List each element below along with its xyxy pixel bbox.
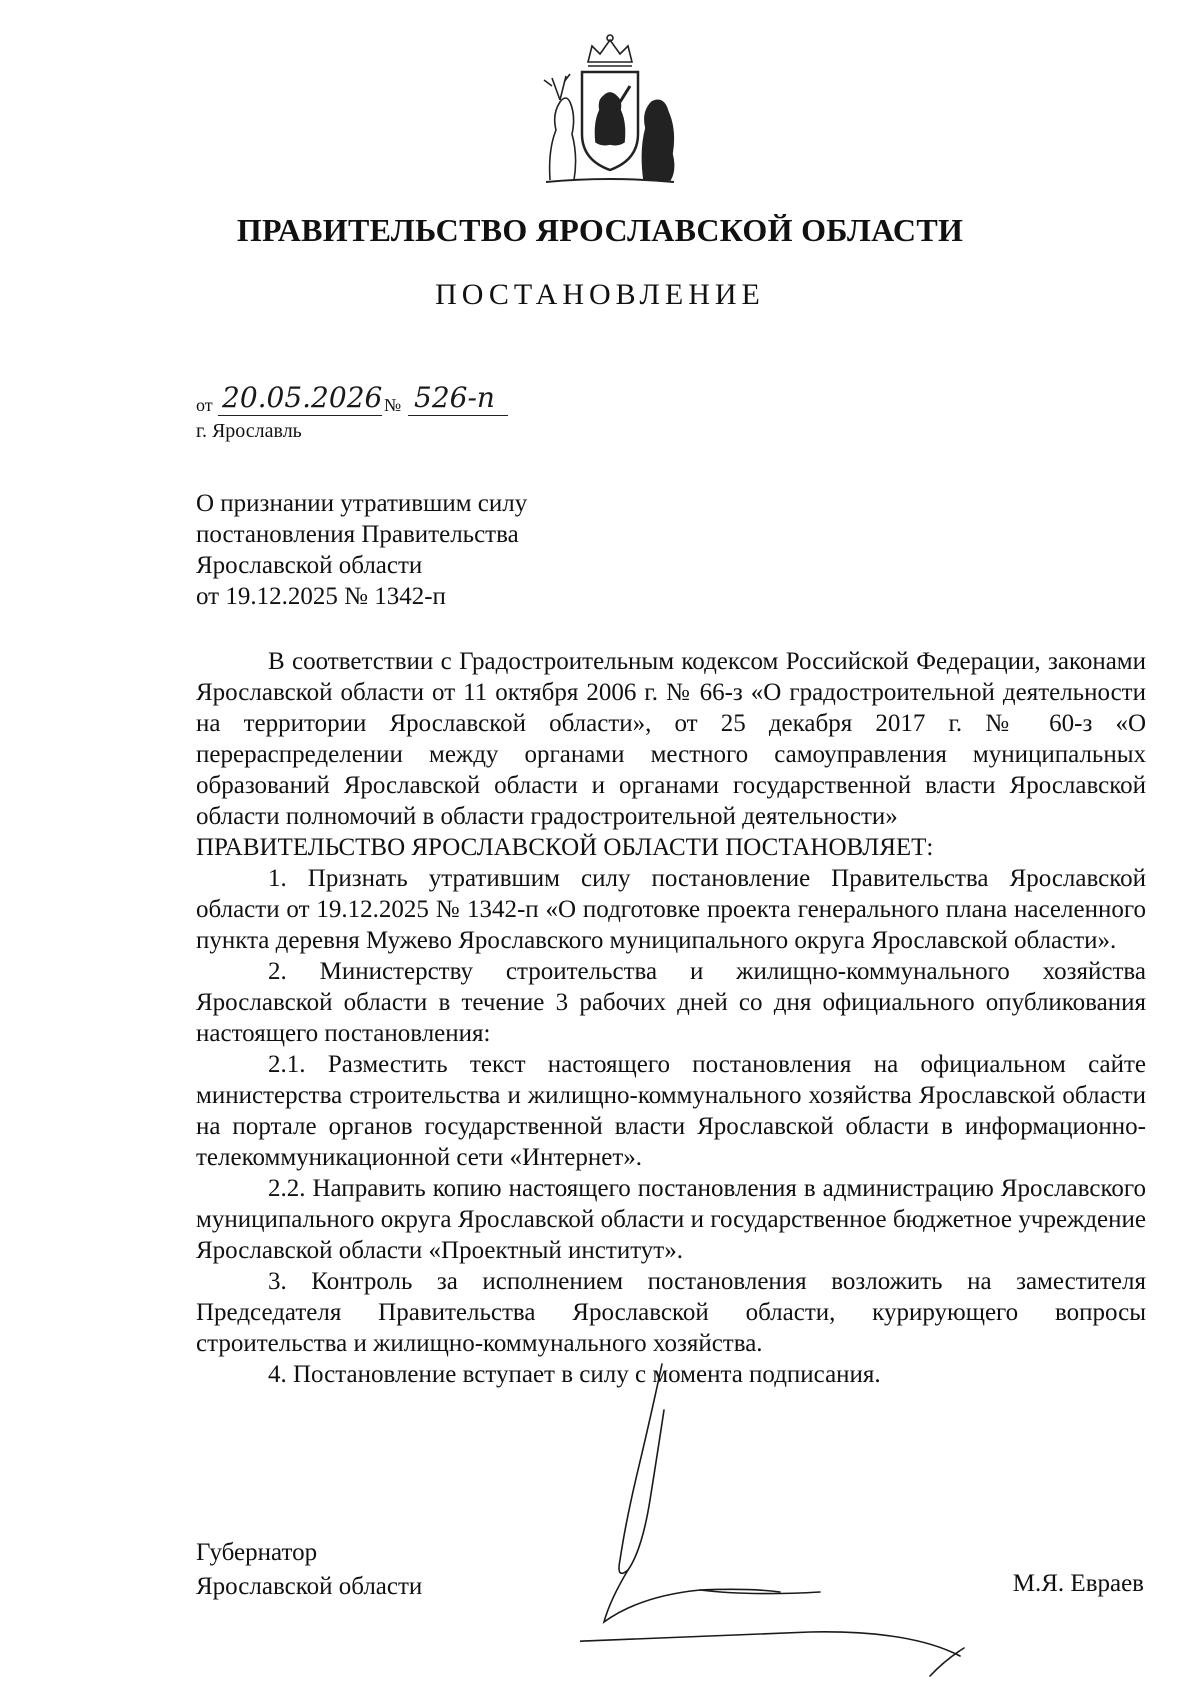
preamble-paragraph: В соответствии с Градостроительным кодексом Российской Федерации, законами Ярославской области от 11 октября 2006 г. № 66-з «О градостроительной деятельности на территории Ярославской области», от 25 декабря 2017 г. № 60-з «О перераспределении между органами местного самоуправления муниципальных образований Ярославской области и органами государственной власти Ярославской области полномочий в области градостроительной деятельности» — [196, 648, 1146, 830]
signatory-name: М.Я. Евраев — [1012, 1570, 1144, 1597]
city: г. Ярославль — [196, 420, 302, 442]
position-line: Губернатор — [196, 1539, 318, 1566]
item-2-1: 2.1. Разместить текст настоящего постановления на официальном сайте министерства строительства и жилищно-коммунального хозяйства Ярославской области на портале органов государственной власти Ярославской области в информационно-телекоммуникационной сети «Интернет». — [196, 1051, 1146, 1171]
item-4: 4. Постановление вступает в силу с момента подписания. — [268, 1361, 881, 1388]
date-underline — [218, 415, 382, 416]
document-body — [196, 646, 1146, 1390]
subject-line: О признании утратившим силу — [196, 490, 528, 517]
subject-line: постановления Правительства — [196, 521, 519, 548]
yaroslavl-region-coat-of-arms-icon — [530, 30, 690, 190]
item-2-2: 2.2. Направить копию настоящего постановления в администрацию Ярославского муниципального округа Ярославской области и государственное бюджетное учреждение Ярославской области «Проектный институт». — [196, 1175, 1146, 1264]
position-line: Ярославской области — [196, 1573, 423, 1600]
date-prefix: от — [196, 395, 213, 415]
signatory-position — [196, 1536, 422, 1604]
item-3: 3. Контроль за исполнением постановления возложить на заместителя Председателя Правительства Ярославской области, курирующего вопросы строительства и жилищно-коммунального хозяйства. — [196, 1268, 1146, 1357]
document-subject — [196, 488, 527, 612]
number-prefix: № — [384, 395, 402, 415]
handwritten-signature — [580, 1360, 1060, 1690]
subject-line: Ярославской области — [196, 552, 423, 579]
handwritten-date: 20.05.2026 — [222, 381, 383, 414]
government-title: ПРАВИТЕЛЬСТВО ЯРОСЛАВСКОЙ ОБЛАСТИ — [236, 212, 964, 248]
registration-line — [196, 381, 556, 424]
item-1: 1. Признать утратившим силу постановление Правительства Ярославской области от 19.12.2025 № 1342-п «О подготовке проекта генерального плана населенного пункта деревня Мужево Ярославского муниципального округа Ярославской области». — [196, 865, 1146, 954]
number-underline — [408, 415, 508, 416]
resolves-heading: ПРАВИТЕЛЬСТВО ЯРОСЛАВСКОЙ ОБЛАСТИ ПОСТАНОВЛЯЕТ: — [196, 834, 934, 861]
handwritten-number: 526-п — [414, 381, 495, 414]
document-type-title: ПОСТАНОВЛЕНИЕ — [435, 278, 765, 311]
subject-line: от 19.12.2025 № 1342-п — [196, 583, 446, 610]
item-2: 2. Министерству строительства и жилищно-коммунального хозяйства Ярославской области в течение 3 рабочих дней со дня официального опубликования настоящего постановления: — [196, 958, 1146, 1047]
